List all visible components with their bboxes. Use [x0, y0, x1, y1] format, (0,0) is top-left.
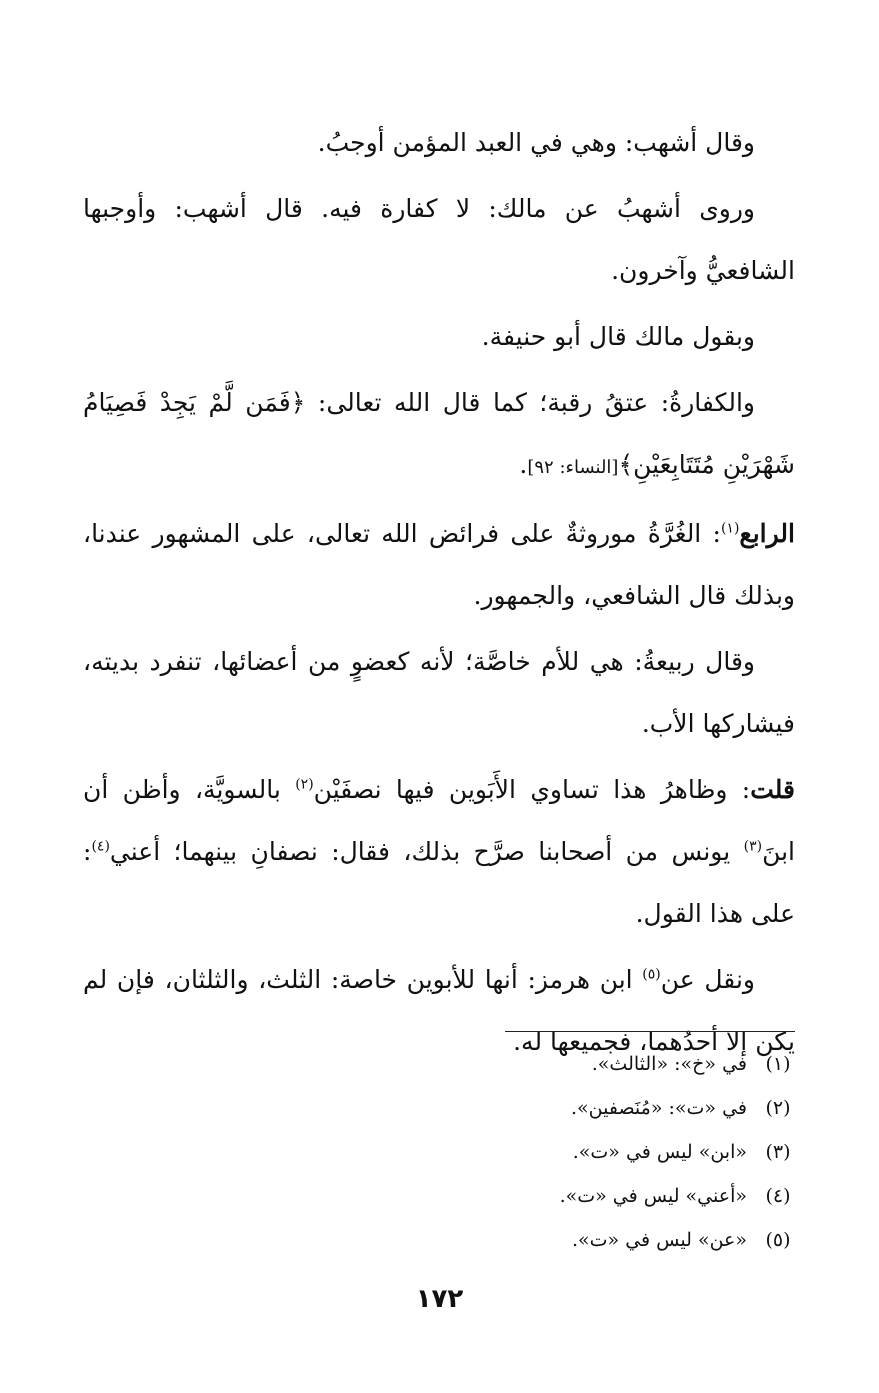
paragraph-5-text: : الغُرَّةُ موروثةٌ على فرائض الله تعالى، على المشهور عندنا، وبذلك قال الشافعي، والجمهور. [83, 519, 795, 610]
footnote-ref-2: (٢) [295, 776, 314, 793]
footnote-number: (٤) [765, 1185, 791, 1207]
footnote-divider [505, 1031, 795, 1032]
footnote-text: في «ت»: «مُنَصفين». [570, 1097, 747, 1119]
footnote-text: في «خ»: «الثالث». [591, 1053, 747, 1075]
paragraph-4 [83, 372, 795, 499]
paragraph-6: وقال ربيعةُ: هي للأم خاصَّة؛ لأنه كعضوٍ من أعضائها، تنفرد بديته، فيشاركها الأب. [83, 647, 795, 738]
paragraph-7-text-1: : وظاهرُ هذا تساوي الأَبَوين فيها نصفَيْن [313, 775, 751, 804]
footnote-ref-5: (٥) [642, 966, 661, 983]
footnote-ref-4: (٤) [91, 838, 110, 855]
footnote-number: (٥) [765, 1229, 791, 1251]
paragraph-7 [83, 759, 795, 945]
paragraph-8-text-2: ابن هرمز: أنها للأبوين خاصة: الثلث، والثلثان، فإن لم يكن إلا أحدُهما، فجميعها له. [83, 965, 795, 1056]
paragraph-8-text-1: ونقل عن [660, 965, 755, 994]
paragraph-2: وروى أشهبُ عن مالك: لا كفارة فيه. قال أشهب: وأوجبها الشافعيُّ وآخرون. [83, 194, 795, 285]
section-heading-rabi: الرابع [739, 519, 795, 548]
footnote-text: «ابن» ليس في «ت». [572, 1141, 747, 1163]
footnote-2 [83, 1086, 795, 1130]
qultu-heading: قلت [750, 775, 795, 804]
footnote-text: «عن» ليس في «ت». [571, 1229, 747, 1251]
paragraph-5 [83, 503, 795, 627]
main-text [83, 112, 795, 1077]
footnote-number: (٣) [765, 1141, 791, 1163]
footnote-number: (٢) [765, 1097, 791, 1119]
footnotes [83, 1042, 795, 1262]
footnote-ref-1: (١) [720, 520, 740, 537]
footnote-3 [83, 1130, 795, 1174]
paragraph-1: وقال أشهب: وهي في العبد المؤمن أوجبُ. [317, 128, 755, 157]
footnote-number: (١) [765, 1053, 791, 1075]
paragraph-7-text-3: يونس من أصحابنا صرَّح بذلك، فقال: نصفانِ بينهما؛ أعني [109, 837, 744, 866]
footnote-text: «أعني» ليس في «ت». [559, 1185, 747, 1207]
footnote-ref-3: (٣) [743, 838, 763, 855]
paragraph-7-text-4: : على هذا القول. [83, 837, 795, 928]
paragraph-4-lead: والكفارةُ: عتقُ رقبة؛ كما قال الله تعالى: [305, 388, 755, 417]
paragraph-3: وبقول مالك قال أبو حنيفة. [481, 322, 755, 351]
footnote-5 [83, 1218, 795, 1262]
verse-reference: [النساء: ٩٢] [527, 457, 619, 478]
footnote-1 [83, 1042, 795, 1086]
paragraph-4-end: . [519, 450, 528, 479]
paragraph-7-text-2: بالسويَّة، وأظن أن ابنَ [83, 775, 795, 866]
page-number: ١٧٢ [415, 1284, 464, 1314]
quran-verse: ﴿فَمَن لَّمْ يَجِدْ فَصِيَامُ شَهْرَيْنِ مُتَتَابِعَيْنِ﴾ [83, 388, 795, 479]
footnote-4 [83, 1174, 795, 1218]
